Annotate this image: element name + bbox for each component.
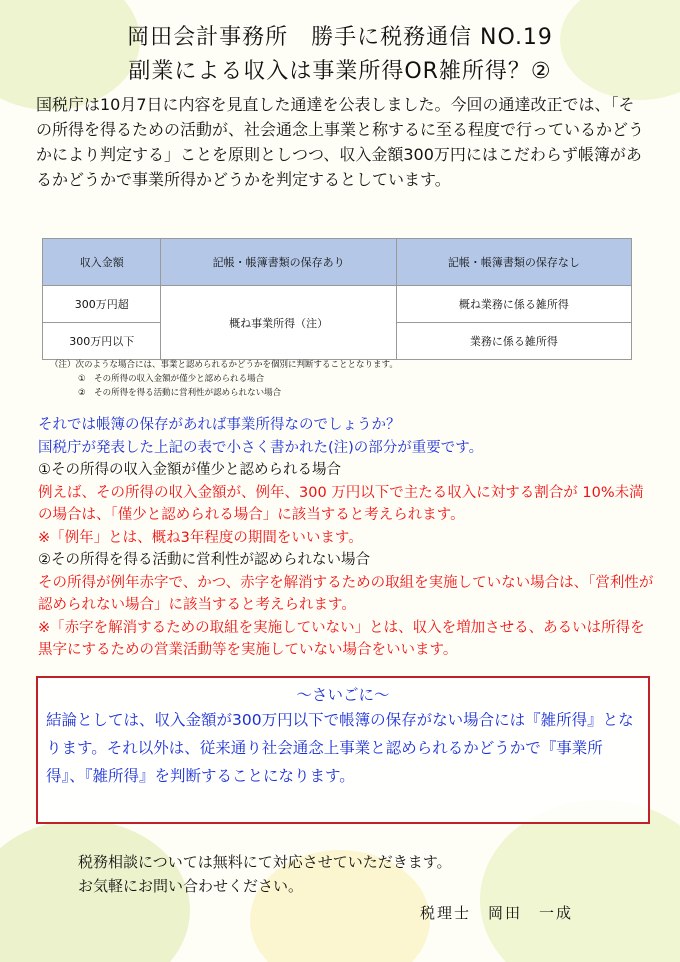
subheading: ①その所得の収入金額が僅少と認められる場合: [38, 462, 341, 478]
footer: [78, 850, 452, 898]
cell-amount: 300万円超: [43, 286, 161, 323]
note: ① その所得の収入金額が僅少と認められる場合: [78, 374, 265, 384]
table-notes: [50, 358, 398, 400]
paragraph: ※「例年」とは、概ね3年程度の期間をいいます。: [38, 529, 363, 546]
conclusion-heading: ～さいごに～: [296, 686, 390, 704]
footer-line: お気軽にお問い合わせください。: [78, 877, 304, 895]
newsletter-subtitle: 副業による収入は事業所得OR雑所得？②: [128, 59, 552, 84]
intro-paragraph: 国税庁は10月7日に内容を見直した通達を公表しました。今回の通達改正では、「その所得を得るための活動が、社会通念上事業と称するに至る程度で行っているかどうかにより判定する」ことを原則としつつ、収入金額300万円にはこだわらず帳簿があるかどうかで事業所得かどうかを判定するとしています。: [36, 95, 645, 189]
header-income: 収入金額: [43, 239, 161, 286]
explanation: [38, 414, 658, 662]
conclusion-box: [36, 676, 650, 824]
leaf-decoration: [480, 800, 680, 962]
conclusion-text: 結論としては、収入金額が300万円以下で帳簿の保存がない場合には『雑所得』となります。それ以外は、従来通り社会通念上事業と認められるかどうかで『事業所得』、『雑所得』を判断することになります。: [46, 711, 634, 785]
footer-line: 税務相談については無料にて対応させていただきます。: [78, 853, 452, 871]
cell-amount: 300万円以下: [43, 323, 161, 360]
newsletter-title: 岡田会計事務所 勝手に税務通信 NO.19: [127, 25, 553, 50]
income-classification-table: [42, 238, 632, 360]
table-row: [43, 286, 632, 323]
subheading: ②その所得を得る活動に営利性が認められない場合: [38, 552, 370, 568]
paragraph: それでは帳簿の保存があれば事業所得なのでしょうか？: [38, 417, 401, 433]
header-with-books: 記帳・帳簿書類の保存あり: [161, 239, 396, 286]
cell-without-books: 概ね業務に係る雑所得: [396, 286, 631, 323]
paragraph: 例えば、その所得の収入金額が、例年、300 万円以下で主たる収入に対する割合が 10%未満の場合は、「僅少と認められる場合」に該当すると考えられます。: [38, 484, 644, 523]
paragraph: その所得が例年赤字で、かつ、赤字を解消するための取組を実施していない場合は、「営利性が認められない場合」に該当すると考えられます。: [38, 574, 654, 613]
signature: 税理士 岡田 一成: [420, 904, 574, 922]
note: ② その所得を得る活動に営利性が認められない場合: [78, 388, 282, 398]
paragraph: 国税庁が発表した上記の表で小さく書かれた(注)の部分が重要です。: [38, 439, 484, 456]
header-without-books: 記帳・帳簿書類の保存なし: [396, 239, 631, 286]
cell-without-books: 業務に係る雑所得: [396, 323, 631, 360]
note: （注）次のような場合には、事業と認められるかどうかを個別に判断することとなります。: [50, 360, 398, 370]
paragraph: ※「赤字を解消するための取組を実施していない」とは、収入を増加させる、あるいは所得を黒字にするための営業活動等を実施していない場合をいいます。: [38, 619, 645, 658]
cell-with-books: 概ね事業所得（注）: [161, 286, 396, 360]
